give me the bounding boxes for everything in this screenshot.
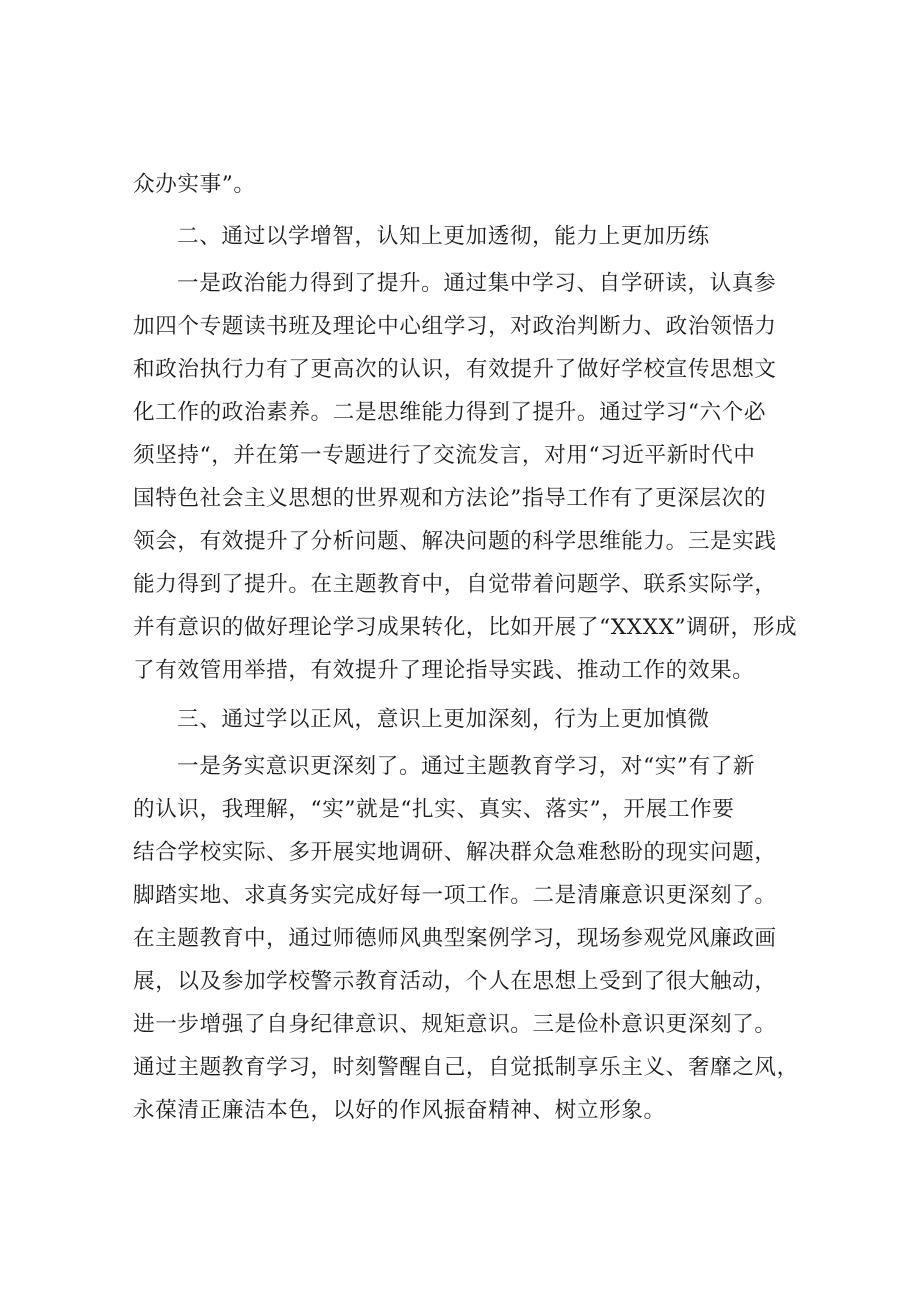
paragraph-line: 一是务实意识更深刻了。通过主题教育学习，对“实”有了新 xyxy=(177,754,756,779)
paragraph-line: 一是政治能力得到了提升。通过集中学习、自学研读，认真参 xyxy=(177,271,777,296)
paragraph-line: 的认识，我理解，“实”就是“扎实、真实、落实”，开展工作要 xyxy=(133,797,735,822)
paragraph-line: 了有效管用举措，有效提升了理论指导实践、推动工作的效果。 xyxy=(133,658,755,683)
section-heading: 二、通过以学增智，认知上更加透彻，能力上更加历练 xyxy=(177,224,710,249)
paragraph-line: 领会，有效提升了分析问题、解决问题的科学思维能力。三是实践 xyxy=(133,529,777,554)
paragraph-line: 进一步增强了自身纪律意识、规矩意识。三是俭朴意识更深刻了。 xyxy=(133,1012,777,1037)
paragraph-line: 通过主题教育学习，时刻警醒自己，自觉抵制享乐主义、奢靡之风， xyxy=(133,1055,799,1080)
paragraph-line: 化工作的政治素养。二是思维能力得到了提升。通过学习“六个必 xyxy=(133,400,767,425)
paragraph-line: 展，以及参加学校警示教育活动，个人在思想上受到了很大触动， xyxy=(133,969,777,994)
paragraph-line: 能力得到了提升。在主题教育中，自觉带着问题学、联系实际学， xyxy=(133,572,777,597)
paragraph-line: 结合学校实际、多开展实地调研、解决群众急难愁盼的现实问题， xyxy=(133,840,777,865)
paragraph-line: 加四个专题读书班及理论中心组学习，对政治判断力、政治领悟力 xyxy=(133,314,777,339)
section-heading: 三、通过学以正风，意识上更加深刻，行为上更加慎微 xyxy=(177,707,710,732)
paragraph-line: 须坚持“，并在第一专题进行了交流发言，对用“习近平新时代中 xyxy=(133,443,756,468)
paragraph-line: 在主题教育中，通过师德师风典型案例学习，现场参观党风廉政画 xyxy=(133,926,777,951)
paragraph-line: 并有意识的做好理论学习成果转化，比如开展了“XXXX”调研，形成 xyxy=(133,615,798,640)
paragraph-line: 永葆清正廉洁本色，以好的作风振奋精神、树立形象。 xyxy=(133,1098,666,1123)
paragraph-line: 国特色社会主义思想的世界观和方法论”指导工作有了更深层次的 xyxy=(133,486,767,511)
paragraph-line: 和政治执行力有了更高次的认识，有效提升了做好学校宣传思想文 xyxy=(133,357,777,382)
paragraph-line: 脚踏实地、求真务实完成好每一项工作。二是清廉意识更深刻了。 xyxy=(133,883,777,908)
paragraph-line: 众办实事”。 xyxy=(133,172,256,197)
